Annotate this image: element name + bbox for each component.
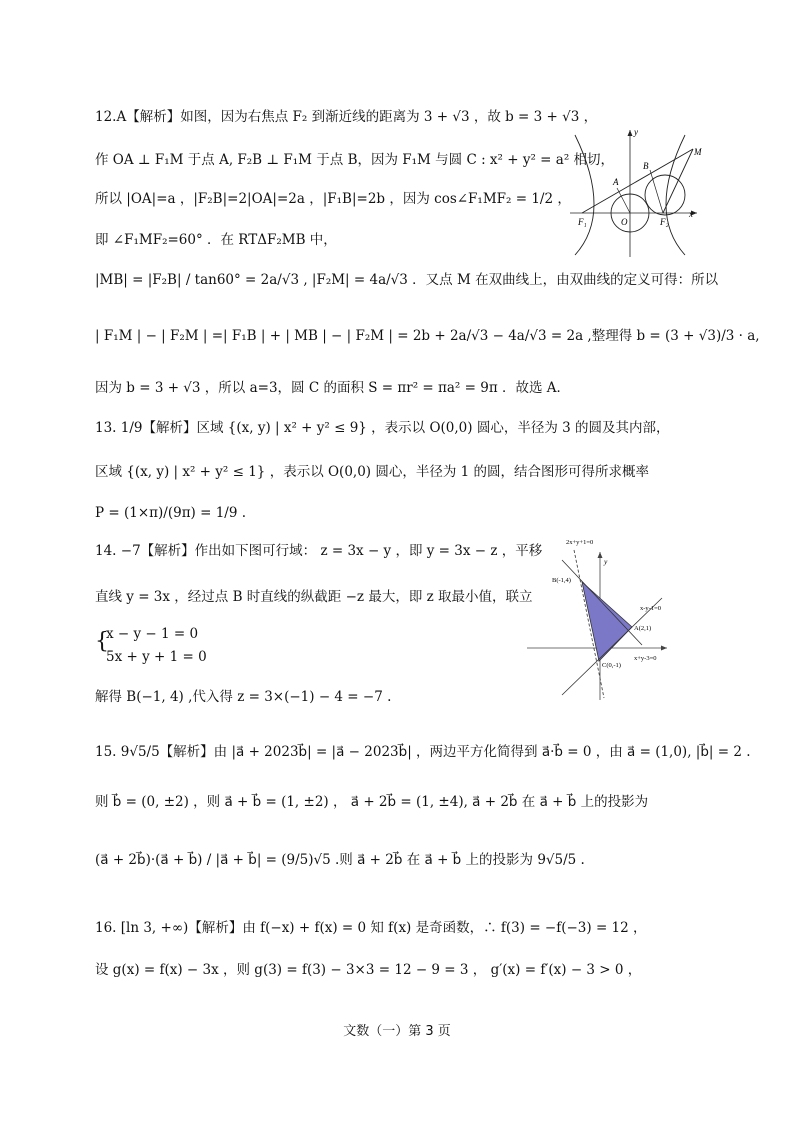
q13-line-1: 13. 1/9【解析】区域 {(x, y) | x² + y² ≤ 9} ，表示以 O(0,0) 圆心，半径为 3 的圆及其内部， — [95, 420, 670, 436]
q15-line-1: 15. 9√5/5【解析】由 |a⃗ + 2023b⃗| = |a⃗ − 2023b⃗| ，两边平方化简得到 a⃗·b⃗ = 0 ，由 a⃗ = (1,0), |b⃗| = 2 . — [95, 744, 751, 760]
q15-line-2: 则 b⃗ = (0, ±2) ，则 a⃗ + b⃗ = (1, ±2) ， a⃗ + 2b⃗ = (1, ±4), a⃗ + 2b⃗ 在 a⃗ + b⃗ 上的投影为 — [95, 794, 649, 810]
q12-line-2: 作 OA ⊥ F₁M 于点 A, F₂B ⊥ F₁M 于点 B，因为 F₁M 与圆 C : x² + y² = a² 相切， — [95, 152, 615, 168]
q12-line-3: 所以 |OA|=a ，|F₂B|=2|OA|=2a ，|F₁B|=2b ，因为 cos∠F₁MF₂ = 1/2 ， — [95, 191, 571, 207]
fig2-label-line-right: x-y-1=0 — [640, 605, 661, 612]
q13-line-2: 区域 {(x, y) | x² + y² ≤ 1} ，表示以 O(0,0) 圆心，半径为 1 的圆，结合图形可得所求概率 — [95, 464, 650, 480]
q12-line-1: 12.A【解析】如图，因为右焦点 F₂ 到渐近线的距离为 3 + √3 ，故 b = 3 + √3 ， — [95, 109, 598, 125]
q14-system-brace: { — [95, 629, 109, 654]
fig1-label-F2: F₂ — [660, 217, 669, 227]
fig1-label-O: O — [621, 217, 628, 227]
q15-line-3: (a⃗ + 2b⃗)·(a⃗ + b⃗) / |a⃗ + b⃗| = (9/5)√5 .则 a⃗ + 2b⃗ 在 a⃗ + b⃗ 上的投影为 9√5/5 . — [95, 852, 585, 868]
fig2-label-B: B(-1,4) — [552, 577, 571, 584]
hyperbola-figure — [565, 125, 705, 260]
q12-line-5: |MB| = |F₂B| / tan60° = 2a/√3 , |F₂M| = 4a/√3 ．又点 M 在双曲线上，由双曲线的定义可得：所以 — [95, 272, 719, 288]
q13-line-3: P = (1×π)/(9π) = 1/9 . — [95, 505, 247, 521]
q14-line-3: 解得 B(−1, 4) ,代入得 z = 3×(−1) − 4 = −7 . — [95, 689, 392, 705]
fig2-label-line-top: 2x+y+1=0 — [566, 539, 594, 546]
fig2-label-A: A(2,1) — [634, 625, 652, 632]
q12-line-4: 即 ∠F₁MF₂=60° ．在 RTΔF₂MB 中， — [95, 232, 337, 248]
q14-system-eq-1: x − y − 1 = 0 — [106, 626, 199, 642]
q14-line-2: 直线 y = 3x ，经过点 B 时直线的纵截距 −z 最大，即 z 取最小值，联立 — [95, 589, 533, 605]
q12-line-7: 因为 b = 3 + √3 ，所以 a=3，圆 C 的面积 S = πr² = πa² = 9π ．故选 A． — [95, 380, 571, 396]
q16-line-2: 设 g(x) = f(x) − 3x ，则 g(3) = f(3) − 3×3 = 12 − 9 = 3 ， g′(x) = f′(x) − 3 > 0 ， — [95, 962, 642, 978]
fig2-label-C: C(0,-1) — [602, 662, 621, 669]
fig1-label-M: M — [694, 147, 702, 157]
fig1-label-A: A — [613, 177, 619, 187]
fig1-label-x: x — [689, 209, 693, 219]
fig1-label-F1: F₁ — [578, 217, 587, 227]
feasible-region-figure — [522, 530, 672, 705]
fig2-label-line-bottom: x+y-3=0 — [634, 655, 657, 662]
fig1-label-y: y — [634, 127, 638, 137]
fig2-label-y: y — [604, 557, 608, 566]
q14-system-eq-2: 5x + y + 1 = 0 — [106, 649, 207, 665]
q16-line-1: 16. [ln 3, +∞)【解析】由 f(−x) + f(x) = 0 知 f(x) 是奇函数，∴ f(3) = −f(−3) = 12 ， — [95, 920, 647, 936]
q12-line-6: | F₁M | − | F₂M | =| F₁B | + | MB | − | F₂M | = 2b + 2a/√3 − 4a/√3 = 2a ,整理得 b = (3 + √3)/3 · a, — [95, 328, 760, 344]
q14-line-1: 14. −7【解析】作出如下图可行域： z = 3x − y ，即 y = 3x − z ，平移 — [95, 543, 543, 559]
fig1-label-B: B — [643, 161, 649, 171]
page-footer: 文数（一）第 3 页 — [343, 1024, 451, 1039]
